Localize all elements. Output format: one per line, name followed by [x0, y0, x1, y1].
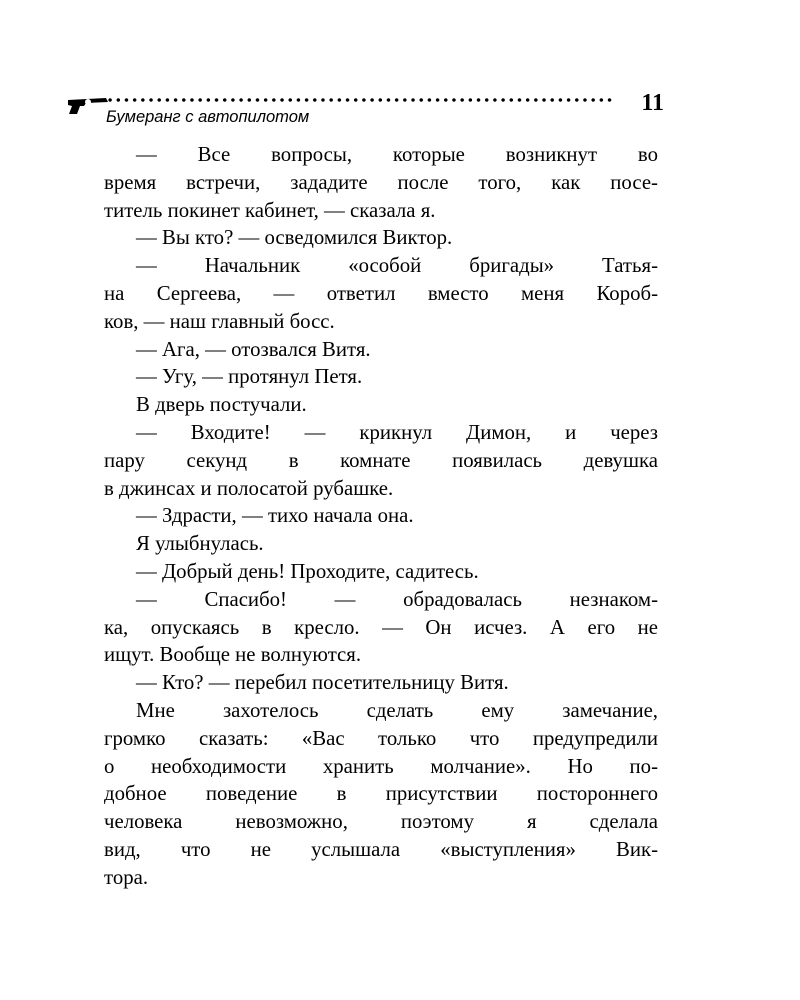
- text-line: время встречи, зададите после того, как посе-: [104, 170, 658, 194]
- text-line: ков, — наш главный босс.: [104, 309, 335, 333]
- text-line: громко сказать: «Вас только что предупредили: [104, 726, 658, 750]
- text-line: на Сергеева, — ответил вместо меня Короб-: [104, 281, 658, 305]
- text-line: — Все вопросы, которые возникнут во: [136, 143, 658, 166]
- page-text: [104, 141, 658, 892]
- text-line: ка, опускаясь в кресло. — Он исчез. А его не: [104, 615, 658, 639]
- text-line: — Здрасти, — тихо начала она.: [136, 504, 414, 528]
- text-line: человека невозможно, поэтому я сделала: [104, 810, 658, 834]
- text-line: титель покинет кабинет, — сказала я.: [104, 198, 436, 222]
- text-line: — Кто? — перебил посетительницу Витя.: [136, 671, 509, 695]
- text-line: тора.: [104, 865, 149, 889]
- text-line: ищут. Вообще не волнуются.: [104, 643, 362, 667]
- text-line: Мне захотелось сделать ему замечание,: [136, 698, 658, 722]
- text-line: — Добрый день! Проходите, садитесь.: [136, 559, 479, 583]
- text-line: — Ага, — отозвался Витя.: [136, 337, 371, 361]
- running-title: Бумеранг с автопилотом: [106, 108, 310, 126]
- text-line: — Вы кто? — осведомился Виктор.: [136, 226, 453, 250]
- revolver-icon: [66, 94, 110, 116]
- text-line: Я улыбнулась.: [136, 532, 264, 556]
- text-line: В дверь постучали.: [136, 393, 307, 417]
- text-line: — Спасибо! — обрадовалась незнаком-: [136, 587, 658, 611]
- text-line: добное поведение в присутствии постороннего: [104, 782, 658, 806]
- text-line: в джинсах и полосатой рубашке.: [104, 476, 394, 500]
- text-line: вид, что не услышала «выступления» Вик-: [104, 837, 658, 861]
- header-dotted-rule: [106, 96, 614, 104]
- text-line: — Входите! — крикнул Димон, и через: [136, 420, 658, 444]
- text-line: — Начальник «особой бригады» Татья-: [136, 254, 658, 278]
- text-line: пару секунд в комнате появилась девушка: [104, 448, 658, 472]
- text-line: — Угу, — протянул Петя.: [136, 365, 363, 389]
- text-line: о необходимости хранить молчание». Но по-: [104, 754, 658, 778]
- page-number: 11: [641, 90, 664, 116]
